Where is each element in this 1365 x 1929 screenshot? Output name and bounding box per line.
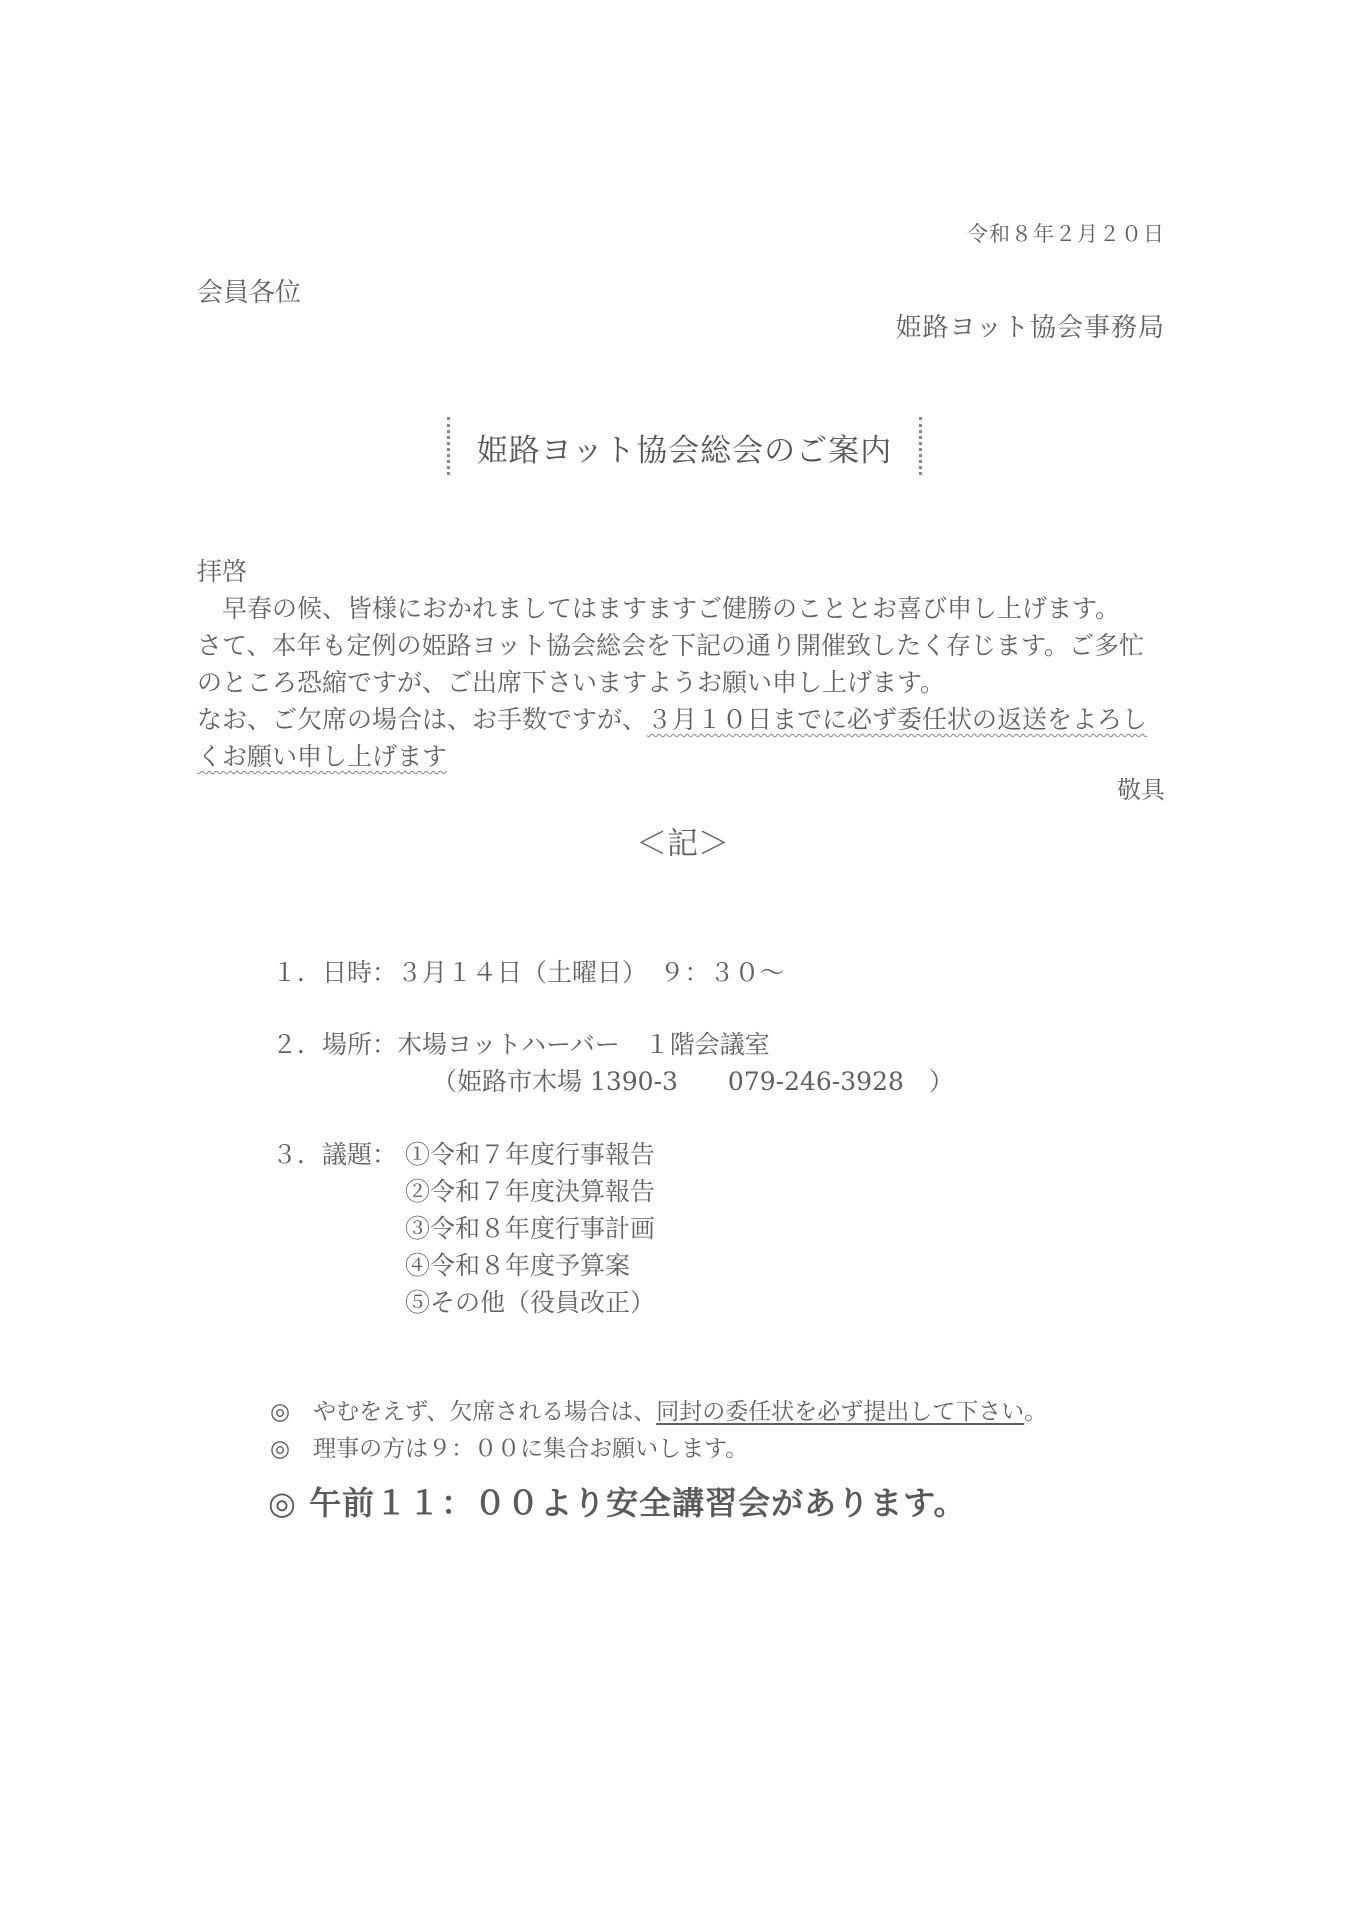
agenda-item: ④令和８年度予算案	[405, 1251, 631, 1280]
body-paragraph-3-text: なお、ご欠席の場合は、お手数ですが、	[197, 705, 648, 734]
note-absence-text: ◎ やむをえず、欠席される場合は、	[270, 1399, 657, 1425]
agenda-item: ③令和８年度行事計画	[405, 1214, 656, 1243]
sender: 姫路ヨット協会事務局	[895, 313, 1165, 343]
opening-greeting: 拝啓	[197, 557, 248, 586]
title-frame	[447, 417, 922, 475]
agenda-item: ①令和７年度行事報告	[405, 1140, 656, 1169]
note-safety-seminar: ◎ 午前１１：００より安全講習会があります。	[268, 1484, 967, 1522]
title-bracket-right	[907, 417, 922, 475]
document-title: 姫路ヨット協会総会のご案内	[476, 433, 893, 469]
deadline-notice: ３月１０日までに必ず委任状の返送をよろしくお願い申し上げます	[197, 705, 1148, 771]
item-datetime: １．日時：３月１４日（土曜日） ９：３０～	[272, 958, 785, 987]
letter-date: 令和８年２月２０日	[967, 222, 1165, 246]
proxy-form-instruction: 同封の委任状を必ず提出して下さい	[656, 1399, 1025, 1425]
note-absence-end: 。	[1024, 1399, 1048, 1425]
body-paragraph-1	[197, 590, 1167, 627]
venue-address: （姫路市木場 1390-3 079-246-3928 ）	[432, 1067, 954, 1096]
agenda-item: ②令和７年度決算報告	[405, 1177, 656, 1206]
item-venue: ２．場所：木場ヨットハーバー １階会議室	[272, 1030, 770, 1059]
note-absence	[270, 1393, 1047, 1426]
letter-body	[197, 553, 1167, 775]
recipient: 会員各位	[197, 278, 302, 308]
body-paragraph-3	[197, 701, 1167, 775]
note-directors: ◎ 理事の方は９：００に集合お願いします。	[270, 1436, 749, 1462]
closing-phrase: 敬具	[1117, 776, 1165, 804]
item-agenda-label: ３．議題：	[272, 1140, 398, 1169]
body-paragraph-2: さて、本年も定例の姫路ヨット協会総会を下記の通り開催致したく存じます。ご多忙のところ恐縮ですが、ご出席下さいますようお願い申し上げます。	[197, 631, 1145, 697]
agenda-item: ⑤その他（役員改正）	[405, 1288, 656, 1317]
ki-heading: ＜記＞	[636, 826, 729, 862]
body-paragraph-1-text: 早春の候、皆様におかれましてはますますご健勝のこととお喜び申し上げます。	[222, 594, 1121, 623]
